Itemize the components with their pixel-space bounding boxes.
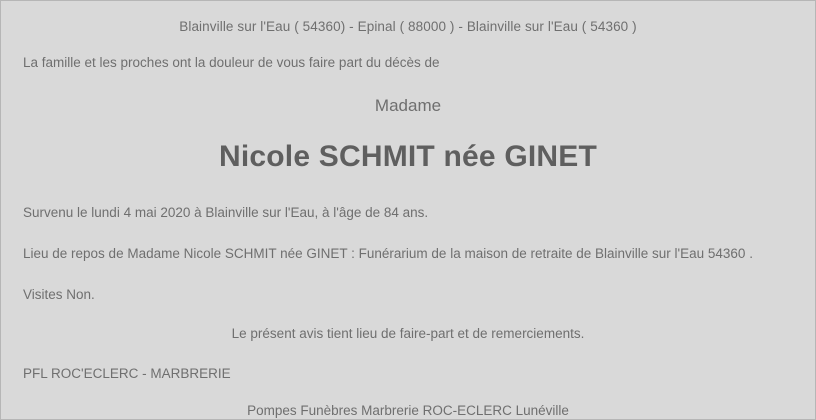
resting-place-info: Lieu de repos de Madame Nicole SCHMIT née GINET : Funérarium de la maison de retraite de Blainville sur l'Eau 54360 . [23, 246, 753, 261]
funeral-home-name: Pompes Funèbres Marbrerie ROC-ECLERC Lunéville [247, 402, 569, 418]
company-name: PFL ROC'ECLERC - MARBRERIE [23, 365, 231, 381]
locations-line: Blainville sur l'Eau ( 54360) - Epinal ( 88000 ) - Blainville sur l'Eau ( 54360 ) [179, 19, 637, 34]
visits-info: Visites Non. [23, 286, 95, 302]
intro-text: La famille et les proches ont la douleur de vous faire part du décès de [23, 55, 440, 70]
deceased-name: Nicole SCHMIT née GINET [219, 140, 597, 173]
honorific-title: Madame [374, 96, 442, 115]
death-date-info: Survenu le lundi 4 mai 2020 à Blainville sur l'Eau, à l'âge de 84 ans. [23, 205, 429, 220]
faire-part-note: Le présent avis tient lieu de faire-part et de remerciements. [231, 325, 585, 341]
